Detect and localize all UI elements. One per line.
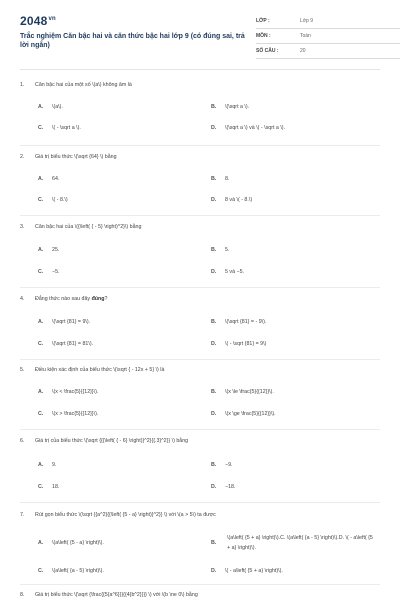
meta-key: SỐ CÂU : bbox=[256, 48, 279, 54]
option-letter: D. bbox=[211, 484, 217, 490]
option-c[interactable] bbox=[38, 341, 93, 347]
option-letter: D. bbox=[211, 125, 217, 131]
option-text: \(a\left( {a - 5} \right)\). bbox=[52, 568, 104, 574]
question-divider bbox=[20, 145, 380, 146]
option-letter: A. bbox=[38, 176, 44, 182]
option-text: \(\sqrt a \). bbox=[225, 104, 250, 110]
question-text: Rút gọn biểu thức \(\sqrt {{a^2}{{\left( {5 - a} \right)}^2}} \) với \(a > 5\) ta được bbox=[35, 512, 216, 518]
option-text: \( - \sqrt {81} = 9\) bbox=[225, 341, 267, 347]
option-text: 8. bbox=[225, 176, 230, 182]
option-text: \(x \le \frac{5}{{12}}\). bbox=[225, 389, 274, 395]
option-text: 8 và \( - 8.\) bbox=[225, 197, 253, 203]
option-letter: B. bbox=[211, 247, 217, 253]
meta-key: MÔN : bbox=[256, 33, 271, 39]
option-letter: C. bbox=[38, 484, 44, 490]
quiz-meta bbox=[256, 14, 400, 59]
option-letter: B. bbox=[211, 176, 217, 182]
option-b[interactable] bbox=[211, 247, 229, 253]
option-text: 64. bbox=[52, 176, 60, 182]
question-divider bbox=[20, 359, 380, 360]
option-b[interactable] bbox=[211, 104, 249, 110]
option-letter: A. bbox=[38, 540, 44, 546]
question-number: 1. bbox=[20, 82, 25, 88]
option-d[interactable] bbox=[211, 269, 244, 275]
option-a[interactable] bbox=[38, 104, 63, 110]
meta-row-class bbox=[256, 14, 400, 29]
option-letter: B. bbox=[211, 389, 217, 395]
option-text: \( - a\left( {5 + a} \right)\). bbox=[225, 568, 283, 574]
option-letter: D. bbox=[211, 568, 217, 574]
question-number: 3. bbox=[20, 224, 25, 230]
option-text: \(x < \frac{5}{{12}}\). bbox=[52, 389, 99, 395]
option-text: \(\sqrt {81} = - 9\). bbox=[225, 319, 267, 325]
option-d[interactable] bbox=[211, 484, 235, 490]
option-text: \(\sqrt a \) và \( - \sqrt a \). bbox=[225, 125, 286, 131]
option-text: 5. bbox=[225, 247, 230, 253]
question-text: Căn bậc hai của \({\left( { - 5} \right)^2}\) bằng bbox=[35, 224, 142, 230]
header-divider bbox=[20, 69, 380, 70]
option-text: \(x > \frac{5}{{12}}\). bbox=[52, 411, 99, 417]
question-text-part: Đẳng thức nào sau đây bbox=[35, 296, 92, 302]
option-text: −18. bbox=[225, 484, 236, 490]
option-letter: C. bbox=[38, 197, 44, 203]
option-letter: C. bbox=[38, 125, 44, 131]
option-b[interactable] bbox=[211, 176, 229, 182]
question-text: Giá trị biểu thức \(\sqrt {64} \) bằng bbox=[35, 154, 117, 160]
option-letter: C. bbox=[38, 269, 44, 275]
question-number: 7. bbox=[20, 512, 25, 518]
option-text: \( - 8.\) bbox=[52, 197, 68, 203]
option-letter: C. bbox=[38, 341, 44, 347]
question-text: Giá trị biểu thức \(\sqrt {\frac{{5{a^6}}}{{4{b^2}}}} \) với \(b \ne 0\) bằng bbox=[35, 592, 198, 598]
option-letter: C. bbox=[38, 411, 44, 417]
option-text: −9. bbox=[225, 462, 233, 468]
option-d[interactable] bbox=[211, 125, 285, 131]
option-c[interactable] bbox=[38, 197, 68, 203]
option-c[interactable] bbox=[38, 484, 59, 490]
question-text-part: ? bbox=[104, 296, 108, 302]
option-text: 9. bbox=[52, 462, 57, 468]
option-a[interactable] bbox=[38, 176, 59, 182]
option-d[interactable] bbox=[211, 568, 283, 574]
question-text: Điều kiện xác định của biểu thức \(\sqrt { - 12x + 5} \) là bbox=[35, 367, 165, 373]
option-b[interactable] bbox=[211, 389, 274, 395]
option-text: \(a\). bbox=[52, 104, 63, 110]
option-letter: A. bbox=[38, 104, 44, 110]
option-c[interactable] bbox=[38, 411, 98, 417]
option-letter: B. bbox=[211, 319, 217, 325]
option-d[interactable] bbox=[211, 197, 252, 203]
option-text: \(x \ge \frac{5}{{12}}\). bbox=[225, 411, 276, 417]
option-text: \( - \sqrt a \). bbox=[52, 125, 81, 131]
option-text: 5 và −5. bbox=[225, 269, 244, 275]
option-letter: B. bbox=[211, 540, 217, 546]
meta-row-count bbox=[256, 44, 400, 59]
option-letter: B. bbox=[211, 104, 217, 110]
option-text: \(\sqrt {81} = 81\). bbox=[52, 341, 94, 347]
question-number: 5. bbox=[20, 367, 25, 373]
option-b[interactable] bbox=[211, 462, 233, 468]
option-a[interactable] bbox=[38, 462, 56, 468]
option-letter: D. bbox=[211, 197, 217, 203]
option-letter: A. bbox=[38, 247, 44, 253]
option-letter: B. bbox=[211, 462, 217, 468]
question-number: 8. bbox=[20, 592, 25, 598]
page-title: Trắc nghiệm Căn bậc hai và căn thức bậc hai lớp 9 (có đúng sai, trả lời ngắn) bbox=[20, 33, 245, 49]
option-text: 18. bbox=[52, 484, 60, 490]
option-letter: D. bbox=[211, 411, 217, 417]
question-text: Giá trị của biểu thức \(\sqrt {{{\left( { - 6} \right)}^2}{{.3}^2}} \) bằng bbox=[35, 438, 189, 444]
option-d[interactable] bbox=[211, 341, 266, 347]
option-c[interactable] bbox=[38, 125, 81, 131]
option-letter: A. bbox=[38, 319, 44, 325]
logo-suffix: vn bbox=[48, 16, 56, 22]
question-divider bbox=[20, 584, 380, 585]
option-text: 25. bbox=[52, 247, 60, 253]
option-letter: A. bbox=[38, 462, 44, 468]
meta-row-subject bbox=[256, 29, 400, 44]
question-divider bbox=[20, 287, 380, 288]
option-a[interactable] bbox=[38, 540, 104, 546]
option-letter: D. bbox=[211, 341, 217, 347]
option-a[interactable] bbox=[38, 389, 98, 395]
meta-key: LỚP : bbox=[256, 18, 270, 24]
option-a[interactable] bbox=[38, 247, 59, 253]
question-divider bbox=[20, 429, 380, 430]
meta-value: Toán bbox=[300, 33, 311, 39]
option-c[interactable] bbox=[38, 269, 60, 275]
question-number: 4. bbox=[20, 296, 25, 302]
page-header bbox=[20, 14, 380, 58]
question-number: 6. bbox=[20, 438, 25, 444]
meta-value: Lớp 9 bbox=[300, 18, 314, 24]
option-letter: C. bbox=[38, 568, 44, 574]
option-b[interactable] bbox=[211, 533, 376, 553]
meta-value: 20 bbox=[300, 48, 306, 54]
option-d[interactable] bbox=[211, 411, 276, 417]
site-logo[interactable] bbox=[20, 14, 56, 28]
option-text: −5. bbox=[52, 269, 60, 275]
option-text: \(a\left( {5 - a} \right)\). bbox=[52, 540, 104, 546]
option-letter: D. bbox=[211, 269, 217, 275]
option-letter: A. bbox=[38, 389, 44, 395]
question-text: Căn bậc hai của một số \(a\) không âm là bbox=[35, 82, 132, 88]
option-b[interactable] bbox=[211, 319, 266, 325]
question-number: 2. bbox=[20, 154, 25, 160]
option-a[interactable] bbox=[38, 319, 90, 325]
question-text bbox=[35, 296, 380, 302]
option-c[interactable] bbox=[38, 568, 104, 574]
option-text: \(a\left( {5 + a} \right)\).C. \(a\left( {a - 5} \right)\).D. \( - a\left( {5 + a} \right)\). bbox=[227, 535, 373, 551]
question-divider bbox=[20, 215, 380, 216]
question-divider bbox=[20, 502, 380, 503]
option-text: \(\sqrt {81} = 9\). bbox=[52, 319, 91, 325]
logo-text: 2048 bbox=[20, 14, 48, 28]
question-emphasis: đúng bbox=[91, 296, 105, 302]
